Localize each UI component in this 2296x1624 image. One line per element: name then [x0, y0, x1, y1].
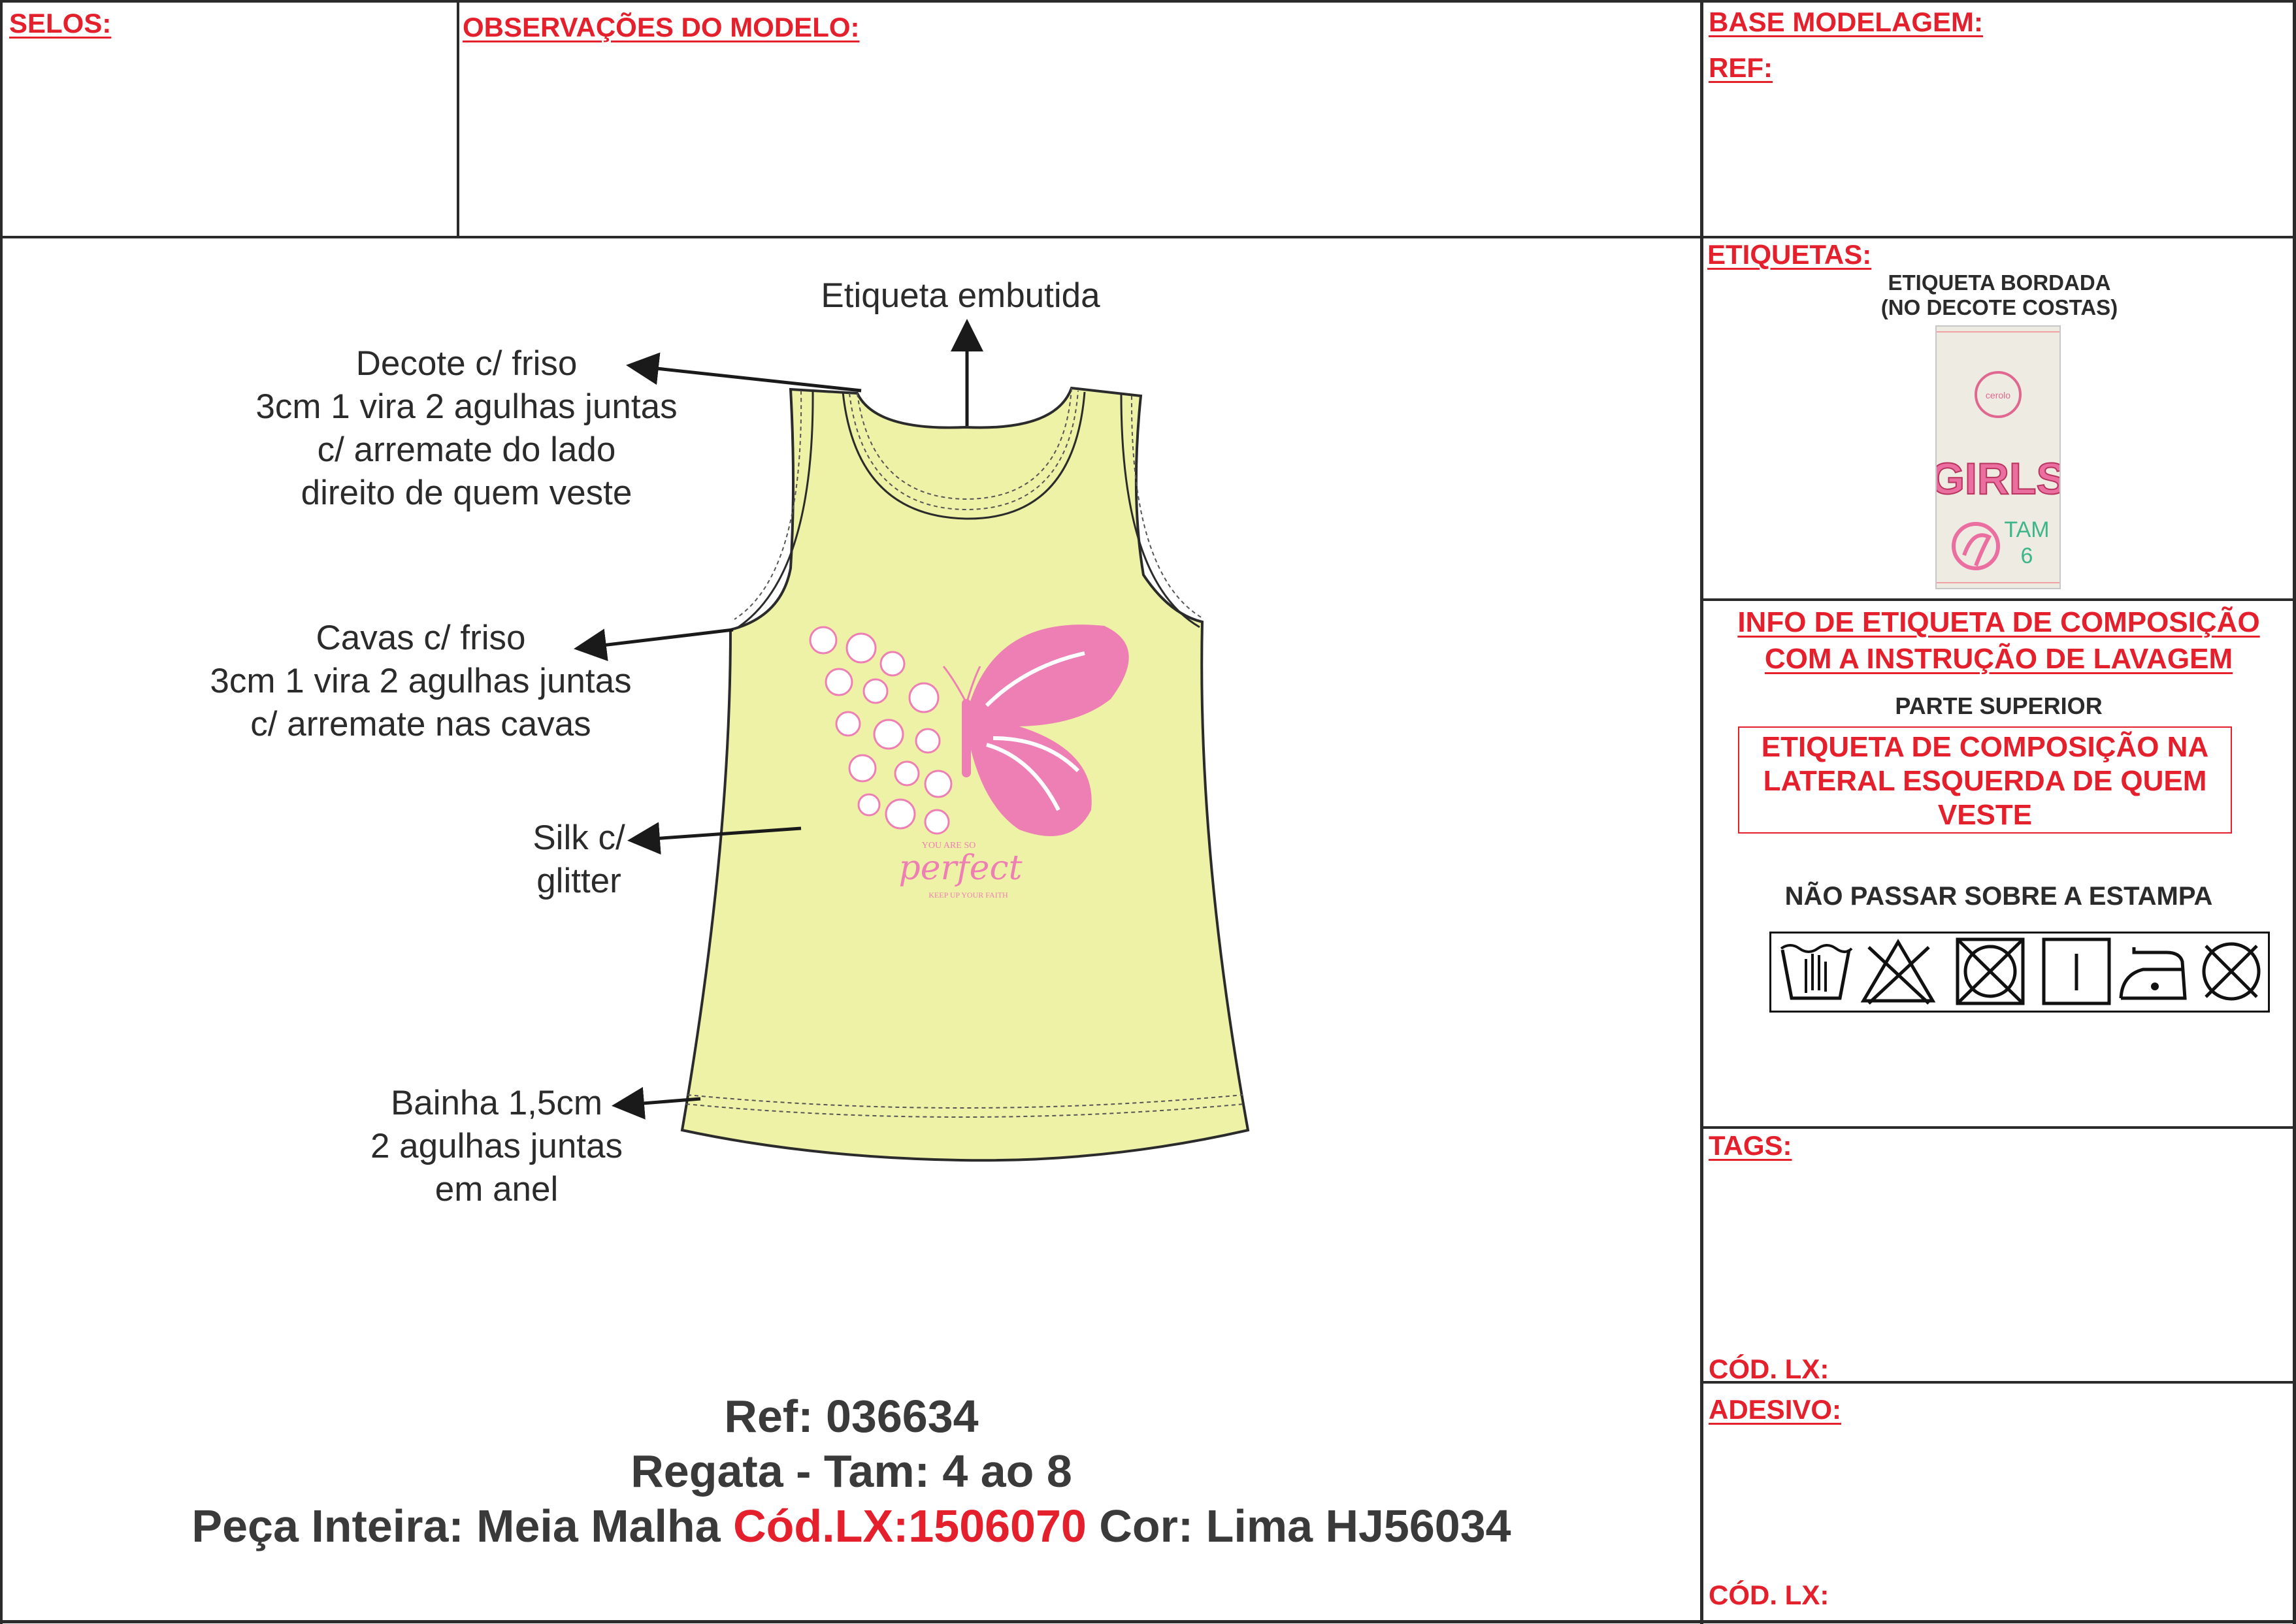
callout-cavas: Cavas c/ friso 3cm 1 vira 2 agulhas juntas c/ arremate nas cavas [210, 619, 632, 743]
nao-passar-warning: NÃO PASSAR SOBRE A ESTAMPA [1784, 882, 2213, 911]
neck-label-image [1935, 325, 2061, 589]
observacoes-label: OBSERVAÇÕES DO MODELO: [463, 12, 860, 42]
composicao-box-text: ETIQUETA DE COMPOSIÇÃO NA LATERAL ESQUERDA DE QUEM VESTE [1761, 731, 2209, 831]
unicorn-icon [1954, 524, 1998, 568]
composicao-title-line1: INFO DE ETIQUETA DE COMPOSIÇÃO [1737, 606, 2260, 638]
adesivo-label: ADESIVO: [1709, 1394, 1842, 1425]
tags-cod-lx: CÓD. LX: [1709, 1354, 1829, 1384]
do-not-bleach-icon [1860, 935, 1937, 1007]
etiqueta-bordada-line1: ETIQUETA BORDADA [1888, 270, 2111, 295]
hand-wash-icon [1777, 935, 1854, 1007]
footer-fabric-line [0, 1500, 1703, 1552]
border-bottom [0, 1620, 2296, 1623]
mini-label-girls: GIRLS [1937, 454, 2059, 504]
footer-model: Regata - Tam: 4 ao 8 [631, 1446, 1072, 1497]
tags-label: TAGS: [1709, 1130, 1792, 1161]
etiqueta-bordada-line2: (NO DECOTE COSTAS) [1880, 295, 2118, 319]
composicao-title-line2: COM A INSTRUÇÃO DE LAVAGEM [1764, 643, 2233, 675]
ref-label: REF: [1709, 52, 1773, 83]
mini-label-tam: TAM [2004, 517, 2050, 542]
footer-ref: Ref: 036634 [724, 1391, 979, 1442]
print-text-top: YOU ARE SO [921, 841, 976, 851]
composicao-divider [1701, 1126, 2296, 1129]
etiquetas-divider [1701, 598, 2296, 601]
print-text-bottom: KEEP UP YOUR FAITH [928, 890, 1008, 900]
do-not-tumble-dry-icon [1952, 935, 2029, 1007]
parte-superior: PARTE SUPERIOR [1895, 692, 2103, 719]
line-dry-icon [2039, 935, 2116, 1007]
iron-low-icon [2114, 935, 2191, 1007]
callout-bainha: Bainha 1,5cm 2 agulhas juntas em anel [370, 1084, 623, 1209]
callout-silk: Silk c/ glitter [533, 819, 625, 900]
etiquetas-label: ETIQUETAS: [1707, 239, 1872, 270]
footer-color: Cor: Lima HJ56034 [1086, 1501, 1511, 1551]
mini-label-brand: cerolo [1985, 390, 2011, 400]
do-not-dry-clean-icon [2193, 935, 2270, 1007]
selos-label: SELOS: [9, 8, 112, 39]
print-text-main: perfect [898, 849, 1023, 888]
neck-label-drawing [1937, 327, 2059, 588]
adesivo-cod-lx: CÓD. LX: [1709, 1580, 1829, 1610]
footer-fabric: Peça Inteira: Meia Malha [191, 1501, 734, 1551]
callout-etiqueta-embutida: Etiqueta embutida [821, 276, 1100, 315]
base-modelagem-label: BASE MODELAGEM: [1709, 7, 1983, 37]
mini-label-size: 6 [2020, 544, 2033, 568]
footer-code: Cód.LX:1506070 [733, 1501, 1087, 1551]
callout-decote: Decote c/ friso 3cm 1 vira 2 agulhas juntas c/ arremate do lado direito de quem veste [255, 344, 678, 512]
